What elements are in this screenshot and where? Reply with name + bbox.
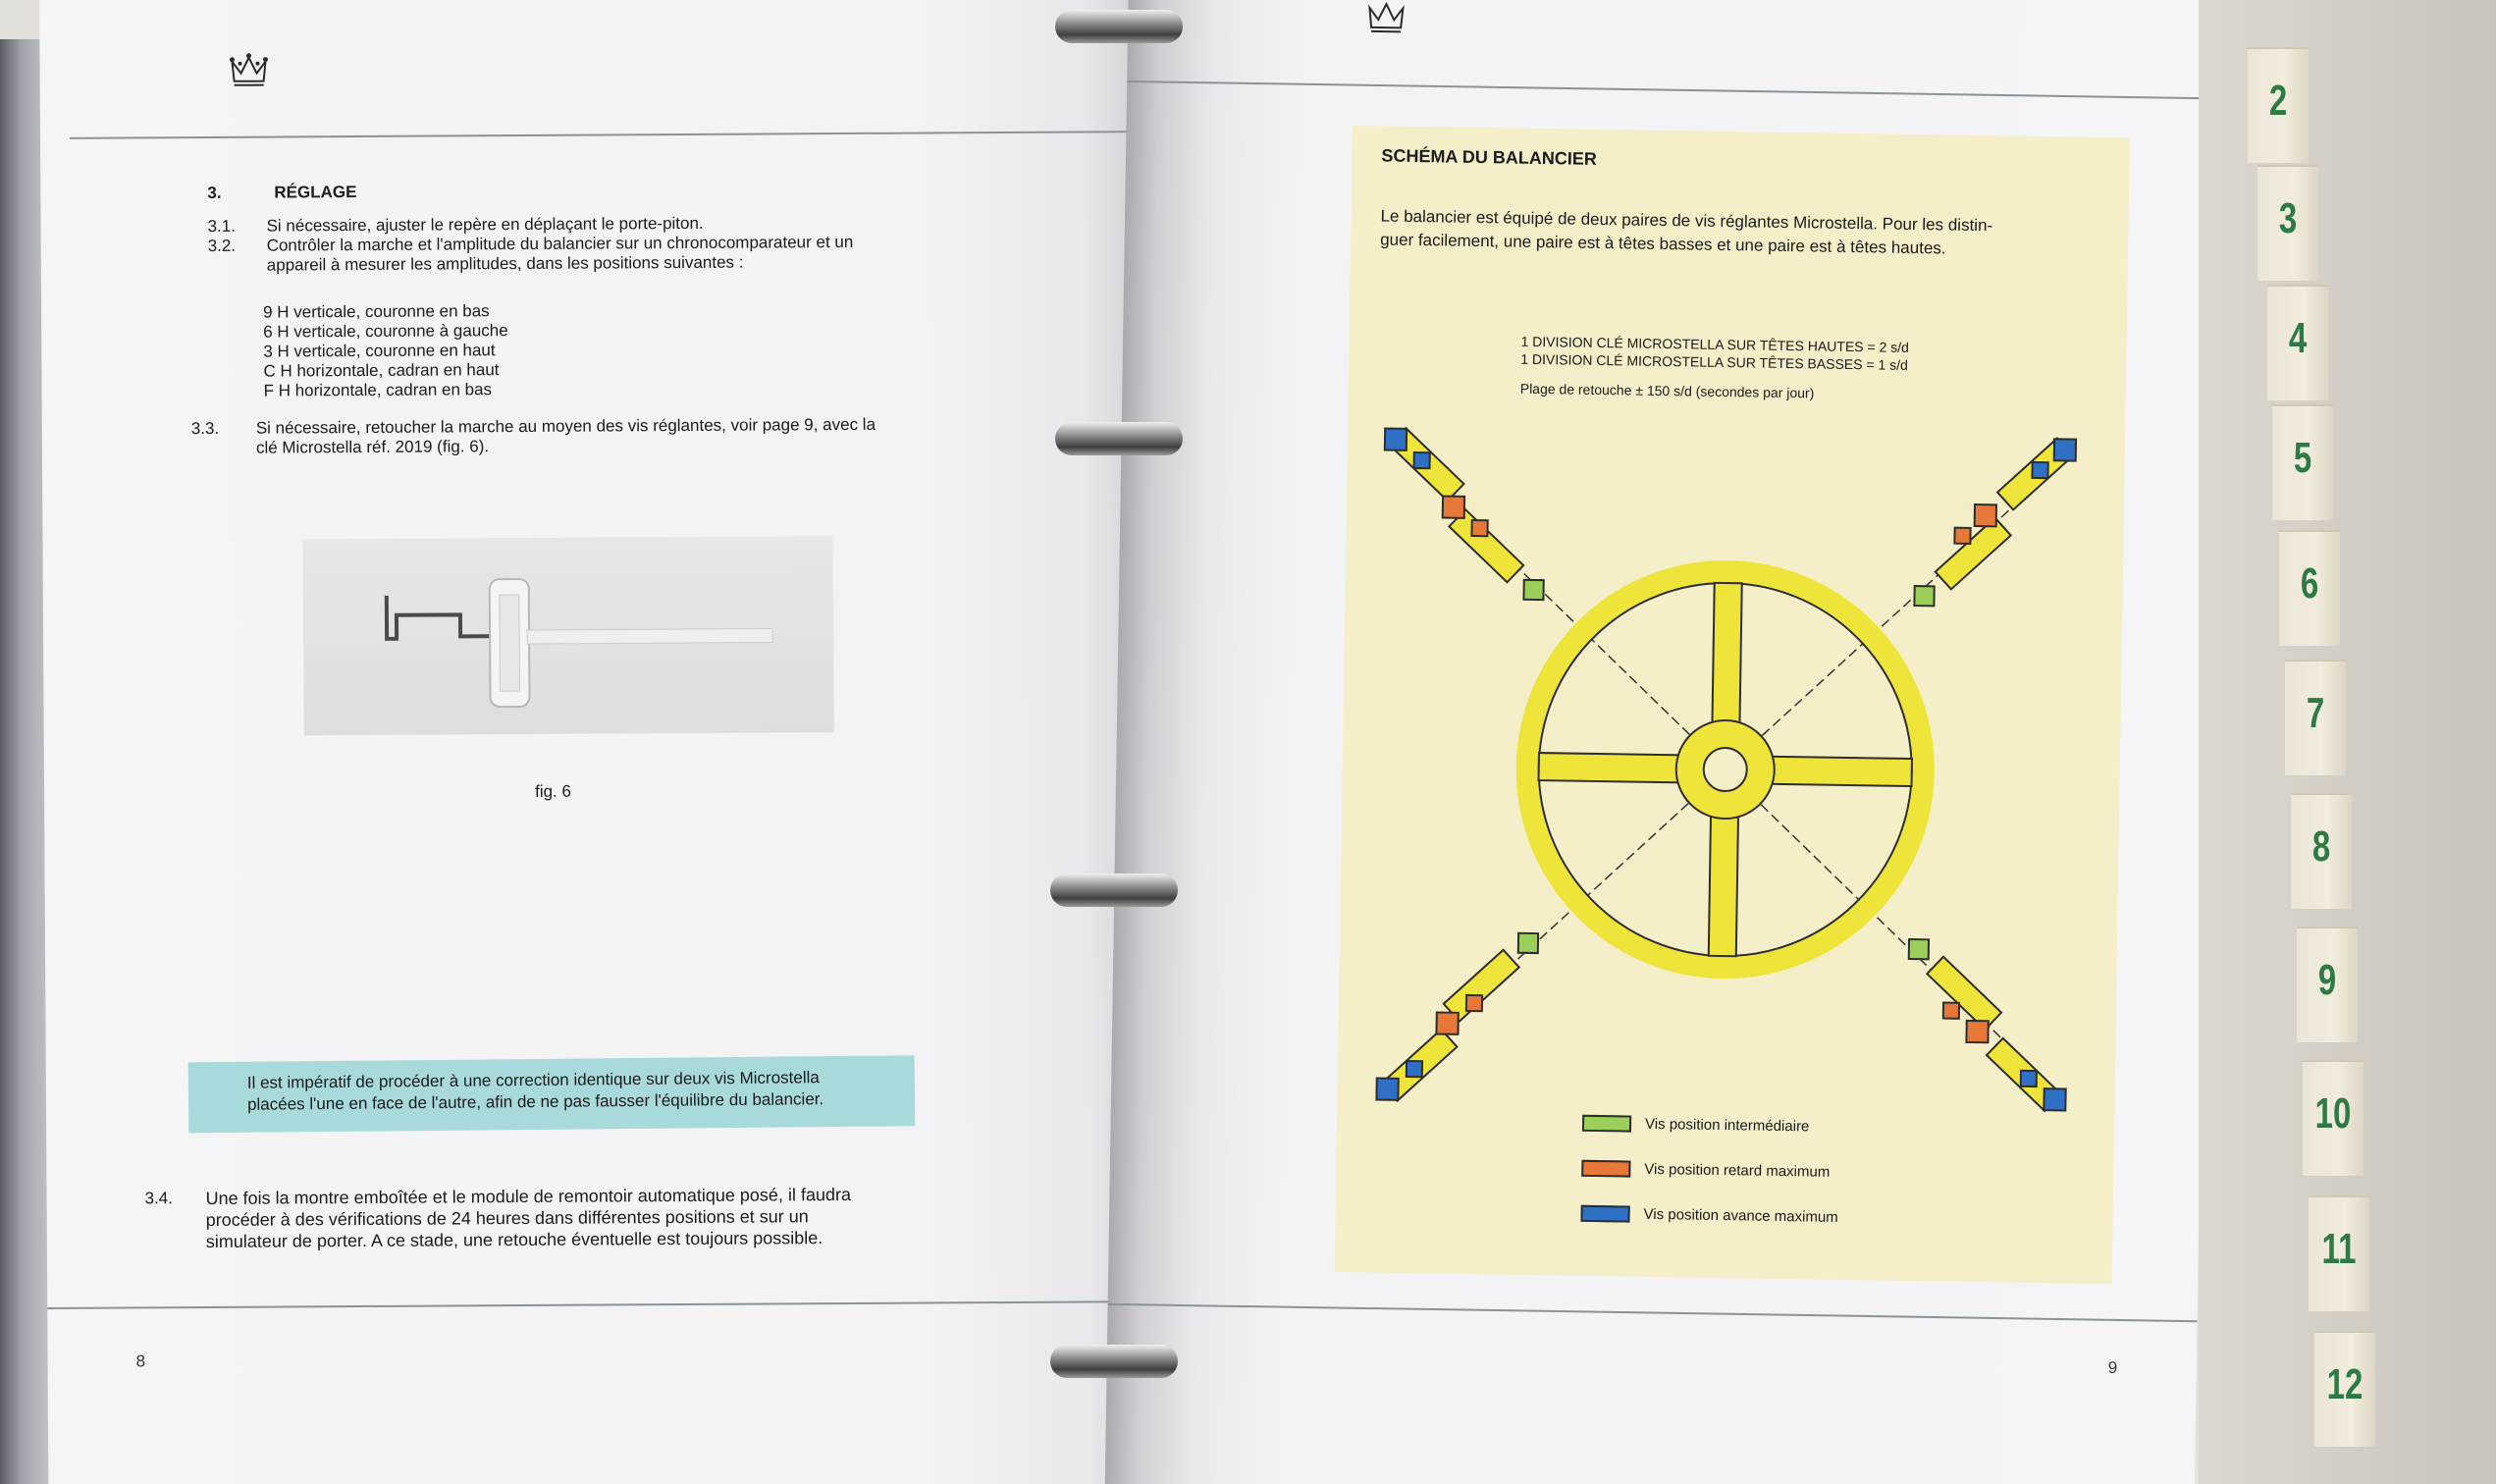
position-item: 3 H verticale, couronne en haut <box>263 341 496 361</box>
tab-label: 4 <box>2288 314 2308 362</box>
balance-wheel-diagram <box>1337 420 2126 1158</box>
index-tab[interactable] <box>2272 404 2333 520</box>
index-tab[interactable] <box>2309 1195 2369 1311</box>
legend-item-retard <box>1581 1160 1830 1181</box>
section-number: 3. <box>207 183 222 202</box>
warning-note <box>188 1055 916 1133</box>
spec-line: 1 DIVISION CLÉ MICROSTELLA SUR TÊTES BASSES = 1 s/d <box>1520 350 1908 373</box>
tab-label: 6 <box>2300 559 2319 608</box>
index-tab[interactable] <box>2285 660 2346 775</box>
step-text: Si nécessaire, ajuster le repère en déplaçant le porte-piton. <box>266 213 704 236</box>
index-tab[interactable] <box>2297 927 2358 1042</box>
index-tab-strip <box>2199 0 2496 1484</box>
step-number: 3.4. <box>144 1189 173 1208</box>
page-number: 9 <box>2107 1357 2118 1377</box>
index-tab[interactable] <box>2279 530 2340 646</box>
binder-ring <box>1055 422 1183 455</box>
index-tab[interactable] <box>2303 1060 2363 1176</box>
step-number: 3.1. <box>207 216 236 236</box>
index-tab[interactable] <box>2291 793 2352 909</box>
header-rule <box>1127 80 2216 99</box>
legend-item-avance <box>1580 1205 1837 1226</box>
binder-ring <box>1050 1345 1178 1378</box>
step-text: procéder à des vérifications de 24 heures dans différentes positions et sur un <box>205 1206 809 1230</box>
step-number: 3.3. <box>190 418 220 439</box>
step-text: Une fois la montre emboîtée et le module de remontoir automatique posé, il faudra <box>205 1184 852 1208</box>
crown-logo-icon <box>226 48 271 93</box>
tab-label: 3 <box>2278 194 2298 242</box>
tab-label: 11 <box>2321 1225 2357 1273</box>
legend-item-intermediate <box>1582 1115 1810 1136</box>
tab-label: 7 <box>2306 689 2325 737</box>
tab-label: 2 <box>2268 77 2288 125</box>
range-line: Plage de retouche ± 150 s/d (secondes par jour) <box>1519 380 1815 401</box>
tab-label: 8 <box>2311 822 2331 871</box>
index-tab[interactable] <box>2314 1331 2375 1447</box>
index-tab[interactable] <box>2267 285 2328 400</box>
binder-ring <box>1050 874 1178 907</box>
figure-caption: fig. 6 <box>534 781 571 801</box>
header-rule <box>70 131 1140 139</box>
footer-rule <box>47 1300 1156 1309</box>
index-tab[interactable] <box>2257 165 2318 281</box>
intro-line: guer facilement, une paire est à têtes basses et une paire est à têtes hautes. <box>1380 230 1946 258</box>
legend-swatch <box>1582 1115 1631 1133</box>
spec-line: 1 DIVISION CLÉ MICROSTELLA SUR TÊTES HAUTES = 2 s/d <box>1520 333 1910 355</box>
index-tab[interactable] <box>2248 47 2309 163</box>
balance-wheel <box>1521 565 1930 974</box>
tab-label: 10 <box>2314 1089 2352 1138</box>
balance-schematic-panel <box>1335 126 2130 1284</box>
tab-label: 12 <box>2326 1360 2363 1408</box>
binder-ring <box>1055 10 1183 43</box>
legend-label: Vis position avance maximum <box>1643 1205 1838 1226</box>
tab-label: 5 <box>2293 434 2312 482</box>
legend-label: Vis position intermédiaire <box>1644 1115 1810 1136</box>
note-line: placées l'une en face de l'autre, afin de ne pas fausser l'équilibre du balancier. <box>246 1089 824 1114</box>
legend-swatch <box>1580 1205 1629 1223</box>
note-line: Il est impératif de procéder à une correction identique sur deux vis Microstella <box>246 1068 820 1092</box>
microstella-key-photo <box>302 536 833 735</box>
step-text: clé Microstella réf. 2019 (fig. 6). <box>255 437 490 457</box>
position-item: 9 H verticale, couronne en bas <box>263 301 490 322</box>
step-text: Si nécessaire, retoucher la marche au moyen des vis réglantes, voir page 9, avec la <box>255 414 876 438</box>
crown-logo-icon <box>1363 0 1409 39</box>
left-page <box>39 0 1158 1484</box>
intro-line: Le balancier est équipé de deux paires de vis réglantes Microstella. Pour les distin- <box>1380 206 1993 236</box>
position-item: F H horizontale, cadran en bas <box>263 380 493 400</box>
step-text: Contrôler la marche et l'amplitude du balancier sur un chronocomparateur et un <box>266 232 854 255</box>
tab-label: 9 <box>2317 956 2337 1004</box>
legend-label: Vis position retard maximum <box>1644 1160 1831 1181</box>
step-number: 3.2. <box>207 236 237 255</box>
section-title: RÉGLAGE <box>274 183 357 202</box>
position-item: 6 H verticale, couronne à gauche <box>263 321 508 342</box>
legend-swatch <box>1581 1160 1630 1178</box>
step-text: appareil à mesurer les amplitudes, dans les positions suivantes : <box>266 252 744 275</box>
step-text: simulateur de porter. A ce stade, une retouche éventuelle est toujours possible. <box>205 1228 823 1251</box>
footer-rule <box>1108 1303 2198 1322</box>
schematic-title: SCHÉMA DU BALANCIER <box>1381 145 1597 169</box>
page-number: 8 <box>135 1352 146 1371</box>
position-item: C H horizontale, cadran en haut <box>263 360 500 381</box>
